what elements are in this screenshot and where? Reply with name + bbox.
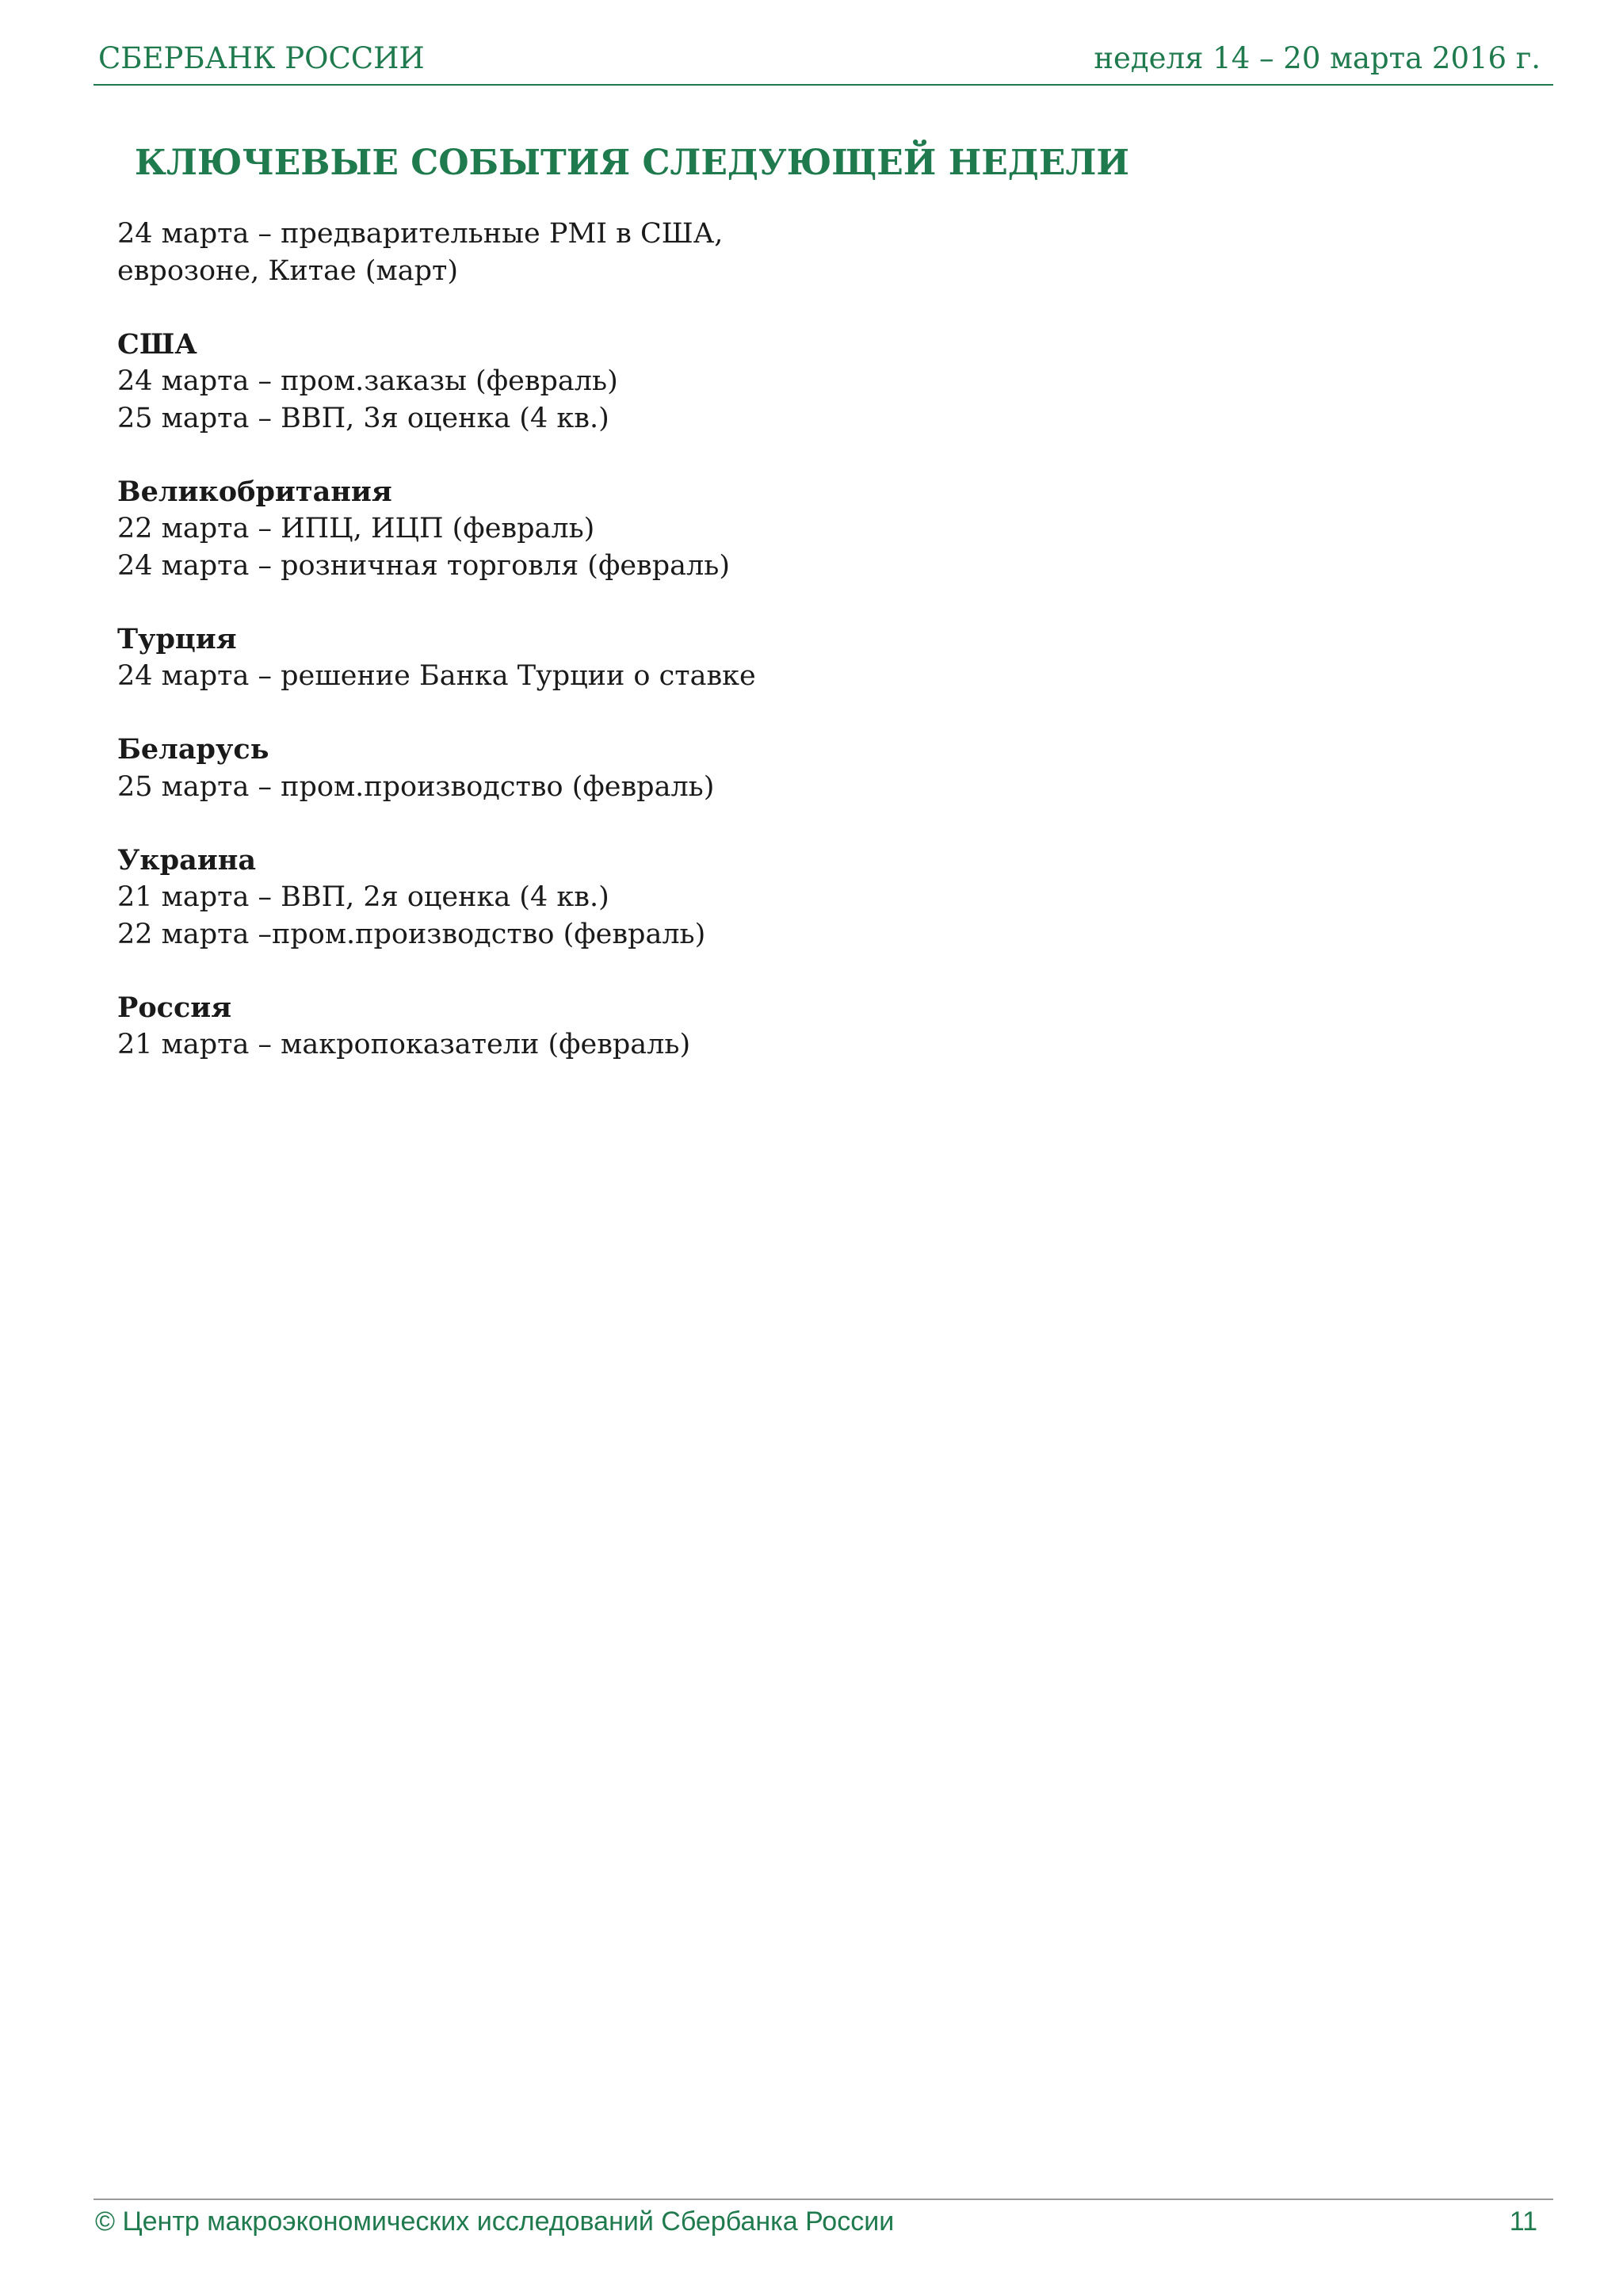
- event-item: 25 марта – пром.производство (февраль): [117, 770, 715, 803]
- country-group-belarus: [117, 732, 1227, 805]
- country-group-ukraine: [117, 842, 1227, 953]
- event-item: 22 марта – ИПЦ, ИЦП (февраль): [117, 513, 595, 544]
- event-item: 22 марта –пром.производство (февраль): [117, 918, 706, 950]
- country-group-uk: [117, 474, 1227, 585]
- event-item: 21 марта – ВВП, 2я оценка (4 кв.): [117, 881, 609, 913]
- country-title: Беларусь: [117, 733, 269, 766]
- country-title: Великобритания: [117, 475, 392, 508]
- header-week-range: неделя 14 – 20 марта 2016 г.: [1094, 41, 1541, 75]
- country-title: Россия: [117, 991, 232, 1024]
- event-item: 24 марта – решение Банка Турции о ставке: [117, 660, 756, 692]
- country-group-russia: [117, 990, 1227, 1064]
- country-group-turkey: [117, 621, 1227, 695]
- intro-line: еврозоне, Китае (март): [117, 254, 458, 287]
- event-item: 24 марта – пром.заказы (февраль): [117, 365, 618, 397]
- page-header: [94, 35, 1553, 86]
- intro-line: 24 марта – предварительные PMI в США,: [117, 218, 724, 250]
- event-item: 24 марта – розничная торговля (февраль): [117, 549, 730, 582]
- footer-copyright: © Центр макроэкономических исследований Сбербанка России: [95, 2206, 895, 2237]
- header-bank-name: СБЕРБАНК РОССИИ: [98, 41, 425, 75]
- page-footer: [94, 2199, 1553, 2237]
- event-item: 25 марта – ВВП, 3я оценка (4 кв.): [117, 402, 609, 434]
- country-title: США: [117, 327, 197, 361]
- country-title: Турция: [117, 622, 237, 655]
- intro-block: [117, 216, 1227, 289]
- page-title: КЛЮЧЕВЫЕ СОБЫТИЯ СЛЕДУЮЩЕЙ НЕДЕЛИ: [135, 143, 1129, 183]
- country-group-usa: [117, 327, 1227, 437]
- country-title: Украина: [117, 843, 257, 877]
- event-item: 21 марта – макропоказатели (февраль): [117, 1029, 691, 1060]
- events-list: [117, 216, 1227, 1064]
- page-number: 11: [1509, 2206, 1537, 2237]
